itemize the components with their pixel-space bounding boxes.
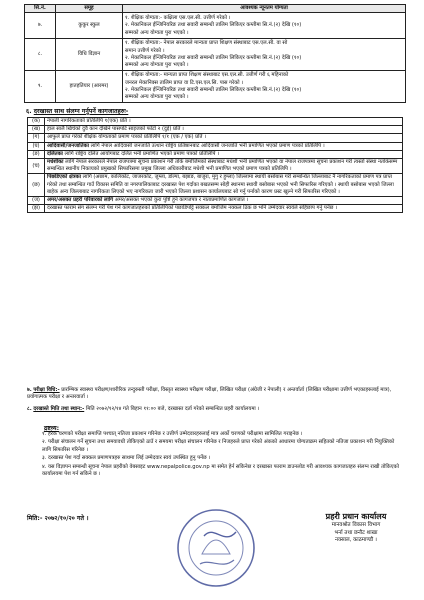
document-description: आफुले प्राप्त गरेको शैक्षिक योग्यताको प्रमाण पत्रको प्रतिलिपि १/१ (एक / एक) प्रति । (47, 134, 207, 141)
document-row (28, 142, 403, 150)
qualification-table (24, 4, 406, 103)
document-row (28, 174, 403, 197)
office-line: मानवश्रोत विकास विभाग (331, 522, 381, 528)
document-key: (ख) (28, 126, 45, 134)
section-number: ७. (27, 387, 32, 393)
section-title: दरखास्त साथ संलग्न गर्नुपर्ने कागजातहरुः- (33, 108, 129, 115)
col-header-qualification: आवश्यक न्यूनतम योग्यता (123, 5, 406, 13)
row-serial: ८. (25, 39, 56, 71)
office-title: प्रहरी प्रधान कार्यालय (325, 512, 387, 521)
document-text (45, 197, 403, 205)
document-key: (ग) (28, 134, 45, 142)
notes-title: द्रष्टव्य: (44, 425, 60, 432)
qualification-line: १. शैक्षिक योग्यता:- कक्षिला एस.एल.सी. उत्तीर्ण गरेको । (125, 14, 231, 21)
documents-table (27, 117, 403, 213)
qualification-line: १. शैक्षिक योग्यता:- मान्यता प्राप्त शिक्षण संस्थाबाट एस.एल.सी. उत्तीर्ण गरी ६ महिनाको (125, 72, 289, 79)
note-item: २. परीक्षा संचालन गर्ने सूचना तथा समयावधी तोकिएको ठाउँ र समयमा परीक्षा संचालन गरिनेछ र निजहरुले प्राप्त गरेको अंकको आधारमा योग्यताक्रम सहितको नतिजा प्रकाशन गरी नियुक्तिको लागि सिफारिस गरिनेछ । (42, 439, 395, 453)
issue-date: मिति:- २०७२/१०/२० गते । (27, 515, 89, 522)
document-row (28, 197, 403, 205)
document-key: (छ) (28, 174, 45, 197)
note-item: ३. दरखास्त पेश गर्दा सक्कल प्रमाणपत्रहरु साथमा लिई उम्मेदवार स्वयं उपस्थित हुनु पर्नेछ । (42, 455, 211, 462)
document-text (45, 142, 403, 150)
issuing-office (300, 512, 412, 545)
row-serial: ७. (25, 13, 56, 39)
office-seal-stamp (174, 506, 258, 590)
row-qualification (123, 71, 406, 103)
table-row (25, 13, 406, 39)
section-title: दरखास्ते मिति तथा स्थान:- (33, 406, 85, 412)
table-header-row (25, 5, 406, 13)
row-group: कुकुर स्कुल (56, 13, 123, 39)
note-item: ४. यस विज्ञापन सम्बन्धी सूचना नेपाल प्रहरीको वेबसाइट www.nepalpolice.gov.np मा समेत हेर्न सकिनेछ र दरखास्त फाराम डाउनलोड गरी आवश्यक कागजातहरु संलग्न राखी तोकिएको कार्यालयमा पेश गर्न सकिने छ । (42, 463, 399, 478)
document-key: (झ) (28, 205, 45, 213)
section-text: मिति २०७२/१२/१४ गते बिहान ११:०० बजे, दरखास्त दर्ता गरेको सम्बन्धित प्रहरी कार्यालयमा । (84, 406, 260, 412)
section-6-heading (26, 106, 128, 115)
document-category: दलितका (47, 150, 63, 157)
qualification-line: १. शैक्षिक योग्यता:- नेपाल सरकारले मान्यता प्राप्त शिक्षण संस्थाबाट एस.एल.सी. वा सो (125, 40, 288, 47)
qualification-line: सम्मको अन्य योग्यता पुरा भएको । (125, 62, 189, 69)
document-description: हाल सालै खिचेको दुवै कान देखिने पासपोर्ट साइजको फोटो २ (दुई) प्रति । (47, 126, 184, 133)
document-category: पिछडिएको क्षेत्रका (47, 174, 81, 181)
qualification-line: २. मेकानिकल ईन्जिनियरिङ तथा सवारी सम्बन्धी तालिम लिकिएर कम्तीमा सि.नं.(२) देखि (१०) (125, 54, 302, 61)
row-group: विधि विज्ञान (56, 39, 123, 71)
document-category: मधेशीका (47, 159, 64, 166)
row-serial: ९. (25, 71, 56, 103)
document-category: अमर/असक्त प्रहरी परिवारको लागि (47, 197, 114, 204)
row-qualification (123, 13, 406, 39)
document-description: अमर/असक्त भएको कुरा पुष्टि हुने कागजपत्र र नाताप्रमाणित कागजात । (113, 197, 249, 204)
document-text (45, 118, 403, 126)
qualification-line: जनरल मेकानिक्स तालिम प्राप्त वा टि.एस.एल.सि. पास गरेको । (125, 79, 244, 86)
qualification-line: २. मेकानिकल ईन्जिनियरिङ तथा सवारी सम्बन्धी तालिम लिकिएर कम्तीमा सि.नं.(२) देखि (१०) (125, 22, 302, 29)
document-category: आदिवासी/जनजातिका (47, 142, 89, 149)
table-row (25, 39, 406, 71)
document-key: (च) (28, 159, 45, 174)
section-text: प्रारम्भिक स्वास्थ्य परीक्षण/शारीरिक तन्दुरुस्ती परीक्षा, विस्तृत स्वास्थ्य परीक्षण परीक्षा, लिखित परीक्षा (अंग्रेजी र नेपाली) र अन्तर्वार्ता (लिखित परीक्षामा उत्तीर्ण भएकाहरुलाई मात्र), प्रयोगात्मक परीक्षा र अन्तरवार्ता । (27, 387, 392, 401)
document-text (45, 134, 403, 142)
office-line: नक्साल, काठमाण्डौ । (335, 537, 377, 544)
document-row (28, 150, 403, 158)
qualification-line: सम्मको अन्य योग्यता पुरा भएको । (125, 94, 189, 101)
document-key: (घ) (28, 142, 45, 150)
document-row (28, 118, 403, 126)
note-item: १. हरेक चरणको परीक्षा समाप्ति पश्चात् नतिजा प्रकाशन गरिनेछ र उत्तीर्ण उम्मेदवारहरुलाई मात्र अर्को चरणको परीक्षामा सामिलित गराइनेछ । (42, 431, 303, 437)
document-key: (ङ) (28, 150, 45, 158)
document-text (45, 174, 403, 197)
document-row (28, 126, 403, 134)
section-7-exam-method (27, 387, 407, 401)
document-text (45, 159, 403, 174)
document-description: लागि नेपाल सरकारले नेपाल राजपत्रमा सूचना प्रकाशन गरी तोके बमोजिमको संस्थाबाट मधेशी भनी प्रमाणित भएको वा नेपाल राजपत्रमा सूचना प्रकाशन गरी त्यस्तो संस्था नतोकेसम्म सम्बन्धित स्थानीय निकायको प्रमुखको सिफारिसमा प्रमुख जिल्ला अधिकारीबाट मधेशी भनी प्रमाणित भएको प्रमाण पत्रको प्रतिलिपि । (47, 159, 398, 173)
section-number: ८. (27, 406, 32, 412)
table-row (25, 71, 406, 103)
row-qualification (123, 39, 406, 71)
col-header-serial: सि.नं. (25, 5, 56, 13)
document-description: दरखास्त फाराम संग संलग्न गरी पेश गर्ने कागजातहरुको प्रतिलिपिको पछाडिपट्टि सक्कल बमोजिम नक्कल ठिक छ भनि उम्मेदवार स्वयंले सहिछाप गर्नु पर्नेछ । (47, 205, 337, 212)
document-row (28, 159, 403, 174)
document-description: लागि नेपाल आदिवासी जनजाति उत्थान राष्ट्रिय प्रतिष्ठानबाट आदिवासी जनजाति भनी प्रमाणित भएको प्रमाण पत्रको प्रतिलिपि । (88, 142, 325, 149)
qualification-line: सम्मको अन्य योग्यता पुरा भएको । (125, 29, 189, 36)
section-title: परीक्षा विधि:- (33, 387, 60, 393)
col-header-group: समूह (56, 5, 123, 13)
document-text (45, 126, 403, 134)
document-row (28, 205, 403, 213)
qualification-line: समान उत्तीर्ण गरेको । (125, 47, 165, 54)
notes-list (42, 431, 404, 479)
document-description: नेपाली नागरिकताको प्रतिलिपि १(एक) प्रति । (47, 118, 131, 124)
document-key: (ज) (28, 197, 45, 205)
section-8-application-date (27, 406, 407, 413)
document-description: लागि (अछाम, कालिकोट, जाजरकोट, जुम्ला, डोल्पा, बझाङ, बाजुरा, मुगु र हुम्ला) जिल्लामा स्थायी बसोबास गरी सम्बन्धित जिल्लाबाट नै नागरिकताको प्रमाण पत्र प्राप्त गरेको तथा सम्बन्धित गाउँ विकास समिति वा नगरपालिकाबाट दरखास्त पेश गर्दाका बखतसम्म सोही स्थानमा स्थायी बसोबास भएको भनी सिफारिस गरिएको । स्थायी बसोबास भएको जिल्ला बाहेक अन्य जिल्लाबाट नागरिकता लिएको भए नागरिकता जारी भएको जिल्ला प्रशासन कार्यालयबाट सो गर्नु पर्नाको कारण प्रस्ट खुल्ने गरी सिफारिस गरिएको । (47, 174, 394, 195)
document-description: लागि राष्ट्रिय दलित आयोगबाट दलित भनी प्रमाणित भएको प्रमाण पत्रको प्रतिलिपि । (62, 150, 220, 157)
document-text (45, 150, 403, 158)
document-key: (क) (28, 118, 45, 126)
row-group: हातहतियार (आरमर) (56, 71, 123, 103)
document-row (28, 134, 403, 142)
office-line: भर्ना तथा छनौट शाखा (334, 529, 378, 536)
document-text (45, 205, 403, 213)
qualification-line: २. मेकानिकल ईन्जिनियरिङ तथा सवारी सम्बन्धी तालिम लिकिएर कम्तीमा सि.नं.(२) देखि (१०) (125, 86, 302, 93)
section-number: ६. (26, 108, 32, 115)
